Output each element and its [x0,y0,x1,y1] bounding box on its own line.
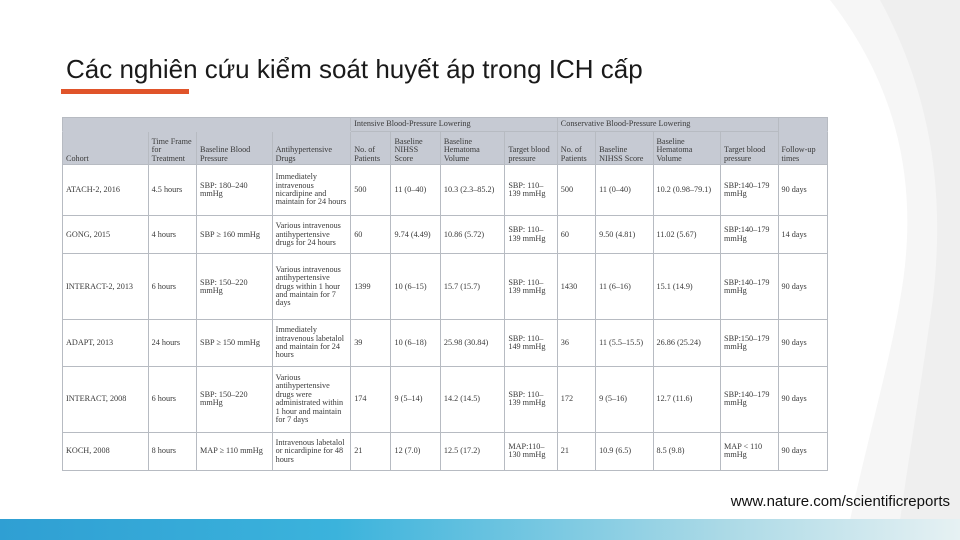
table-cell: 21 [557,432,595,470]
table-cell: Various intravenous antihypertensive drugs for 24 hours [272,216,351,254]
col-header-time-frame: Time Frame for Treatment [148,132,196,165]
table-cell: SBP ≥ 160 mmHg [197,216,273,254]
table-cell: 8.5 (9.8) [653,432,721,470]
table-cell: Immediately intravenous nicardipine and maintain for 24 hours [272,165,351,216]
table-cell: Various intravenous antihypertensive drugs within 1 hour and maintain for 7 days [272,254,351,320]
table-cell: SBP:140–179 mmHg [721,366,778,432]
col-header-conservative-target: Target blood pressure [721,132,778,165]
table-cell: 174 [351,366,391,432]
table-cell: SBP: 150–220 mmHg [197,366,273,432]
table-cell: 10 (6–18) [391,320,440,366]
table-row [63,216,828,254]
slide-title: Các nghiên cứu kiểm soát huyết áp trong ICH cấp [66,54,643,84]
table-cell: Immediately intravenous labetalol and maintain for 24 hours [272,320,351,366]
table-cell: 36 [557,320,595,366]
bottom-accent-bar [0,519,960,540]
group-header-blank-end [778,118,828,132]
table-cell: 10.2 (0.98–79.1) [653,165,721,216]
table-cell: SBP:140–179 mmHg [721,165,778,216]
col-header-intensive-nihss: Baseline NIHSS Score [391,132,440,165]
table-cell: 10.86 (5.72) [440,216,504,254]
table-cell: SBP: 110–139 mmHg [505,254,557,320]
table-cell: 21 [351,432,391,470]
table-row [63,366,828,432]
col-header-conservative-patients: No. of Patients [557,132,595,165]
table-cell: 90 days [778,432,828,470]
table-cell: 9.50 (4.81) [596,216,653,254]
table-cell: 11.02 (5.67) [653,216,721,254]
table-cell: 9 (5–16) [596,366,653,432]
table-cell: SBP:150–179 mmHg [721,320,778,366]
table-cell: SBP:140–179 mmHg [721,254,778,320]
table-cell: SBP: 150–220 mmHg [197,254,273,320]
table-cell: 15.1 (14.9) [653,254,721,320]
col-header-baseline-bp: Baseline Blood Pressure [197,132,273,165]
table-cell: 12.7 (11.6) [653,366,721,432]
bp-studies-table [62,117,828,471]
table-cell: 172 [557,366,595,432]
table-cell: 4.5 hours [148,165,196,216]
table-cell: 14 days [778,216,828,254]
table-cell: SBP ≥ 150 mmHg [197,320,273,366]
table-cell: 90 days [778,254,828,320]
table-cell: SBP: 180–240 mmHg [197,165,273,216]
table-row [63,320,828,366]
table-cell: 14.2 (14.5) [440,366,504,432]
table-cell: INTERACT-2, 2013 [63,254,149,320]
table-cell: 12.5 (17.2) [440,432,504,470]
table-cell: 11 (0–40) [391,165,440,216]
table-cell: 60 [351,216,391,254]
table-cell: GONG, 2015 [63,216,149,254]
table-cell: 11 (6–16) [596,254,653,320]
table-cell: 15.7 (15.7) [440,254,504,320]
table-cell: 60 [557,216,595,254]
table-cell: 10 (6–15) [391,254,440,320]
col-header-intensive-hematoma: Baseline Hematoma Volume [440,132,504,165]
table-cell: 6 hours [148,366,196,432]
col-header-drugs: Antihypertensive Drugs [272,132,351,165]
table-cell: SBP:140–179 mmHg [721,216,778,254]
table-cell: 24 hours [148,320,196,366]
col-header-conservative-hematoma: Baseline Hematoma Volume [653,132,721,165]
table-cell: SBP: 110–149 mmHg [505,320,557,366]
source-url: www.nature.com/scientificreports [730,493,950,510]
col-header-cohort: Cohort [63,132,149,165]
table-cell: 6 hours [148,254,196,320]
col-header-intensive-patients: No. of Patients [351,132,391,165]
table-cell: ATACH-2, 2016 [63,165,149,216]
table-cell: 9.74 (4.49) [391,216,440,254]
table-cell: 500 [557,165,595,216]
table-cell: SBP: 110–139 mmHg [505,216,557,254]
table-cell: 90 days [778,366,828,432]
title-underline [61,89,189,94]
bp-studies-table-container [62,117,828,471]
table-cell: ADAPT, 2013 [63,320,149,366]
group-header-blank [63,118,351,132]
table-cell: 1430 [557,254,595,320]
table-row [63,432,828,470]
group-header-row [63,118,828,132]
table-cell: 500 [351,165,391,216]
table-cell: 39 [351,320,391,366]
table-cell: 90 days [778,320,828,366]
col-header-follow-up: Follow-up times [778,132,828,165]
table-row [63,254,828,320]
table-cell: KOCH, 2008 [63,432,149,470]
table-row [63,165,828,216]
table-cell: 9 (5–14) [391,366,440,432]
table-cell: 25.98 (30.84) [440,320,504,366]
group-header-conservative: Conservative Blood-Pressure Lowering [557,118,778,132]
table-cell: Various antihypertensive drugs were administrated within 1 hour and maintain for 7 days [272,366,351,432]
col-header-intensive-target: Target blood pressure [505,132,557,165]
table-cell: 4 hours [148,216,196,254]
table-cell: SBP: 110–139 mmHg [505,366,557,432]
table-cell: 1399 [351,254,391,320]
table-cell: 90 days [778,165,828,216]
table-cell: 11 (5.5–15.5) [596,320,653,366]
table-cell: 26.86 (25.24) [653,320,721,366]
table-cell: 10.9 (6.5) [596,432,653,470]
table-cell: 11 (0–40) [596,165,653,216]
table-cell: MAP:110–130 mmHg [505,432,557,470]
column-header-row [63,132,828,165]
table-cell: 8 hours [148,432,196,470]
table-cell: INTERACT, 2008 [63,366,149,432]
group-header-intensive: Intensive Blood-Pressure Lowering [351,118,558,132]
table-cell: 10.3 (2.3–85.2) [440,165,504,216]
col-header-conservative-nihss: Baseline NIHSS Score [596,132,653,165]
table-cell: MAP ≥ 110 mmHg [197,432,273,470]
table-cell: 12 (7.0) [391,432,440,470]
table-cell: MAP < 110 mmHg [721,432,778,470]
table-cell: SBP: 110–139 mmHg [505,165,557,216]
table-cell: Intravenous labetalol or nicardipine for 48 hours [272,432,351,470]
